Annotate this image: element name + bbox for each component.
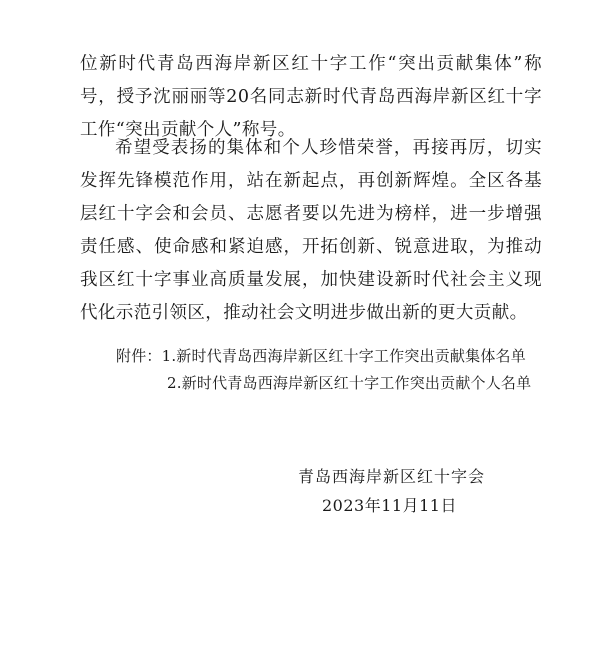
paragraph-expectations: 希望受表扬的集体和个人珍惜荣誉，再接再厉，切实发挥先锋模范作用，站在新起点，再创新辉煌。全区各基层红十字会和会员、志愿者要以先进为榜样，进一步增强责任感、使命感和紧迫感，开拓创新、锐意进取，为推动我区红十字事业高质量发展，加快建设新时代社会主义现代化示范引领区，推动社会文明进步做出新的更大贡献。 <box>80 138 542 323</box>
attachment-line-1: 附件：1.新时代青岛西海岸新区红十字工作突出贡献集体名单 <box>116 347 526 365</box>
paragraph-commendation-continued: 位新时代青岛西海岸新区红十字工作“突出贡献集体”称号，授予沈丽丽等20名同志新时代青岛西海岸新区红十字工作“突出贡献个人”称号。 <box>80 54 542 140</box>
attachment-line-2: 2.新时代青岛西海岸新区红十字工作突出贡献个人名单 <box>167 374 532 392</box>
issue-date: 2023年11月11日 <box>322 496 457 515</box>
issuer-signature: 青岛西海岸新区红十字会 <box>298 467 486 486</box>
